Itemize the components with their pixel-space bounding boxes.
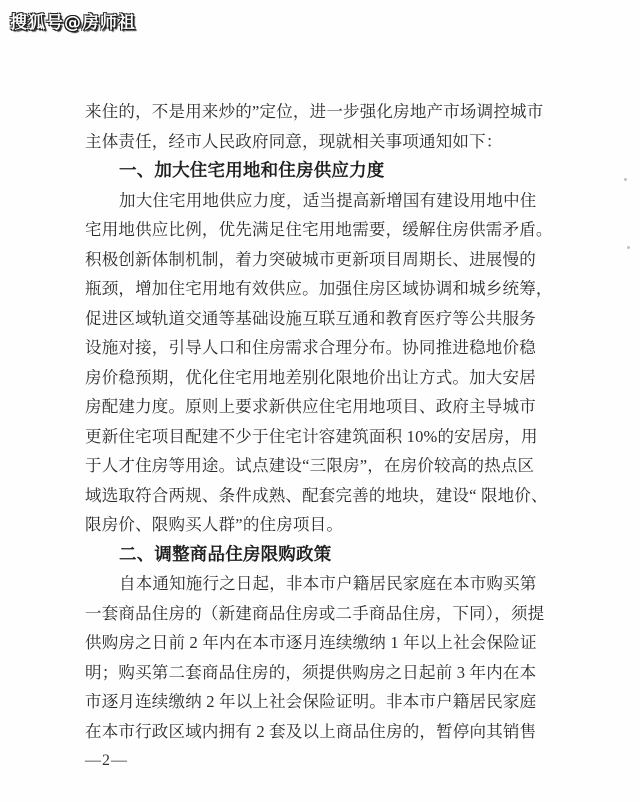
text-line: 于人才住房等用途。试点建设“三限房”，在房价较高的热点区 — [85, 456, 535, 475]
section-heading: 二、调整商品住房限购政策 — [119, 543, 332, 564]
text-line: 供购房之日前 2 年内在本市逐月连续缴纳 1 年以上社会保险证 — [85, 633, 537, 652]
text-line: 自本通知施行之日起，非本市户籍居民家庭在本市购买第 — [119, 574, 537, 593]
document-content — [85, 97, 553, 776]
text-line: 宅用地供应比例，优先满足住宅用地需要，缓解住房供需矛盾。 — [85, 220, 553, 239]
text-line: 域选取符合两规、条件成熟、配套完善的地块，建设“ 限地价、 — [85, 485, 548, 505]
text-line: 明；购买第二套商品住房的，须提供购房之日起前 3 年内在本 — [85, 662, 537, 682]
text-line: 主体责任，经市人民政府同意，现就相关事项通知如下： — [85, 131, 503, 151]
text-line: 瓶颈，增加住宅用地有效供应。加强住房区域协调和城乡统筹， — [85, 279, 553, 298]
text-line: 设施对接，引导人口和住房需求合理分布。协同推进稳地价稳 — [85, 338, 536, 357]
scan-speckle — [624, 178, 627, 181]
text-line: 一套商品住房的（新建商品住房或二手商品住房，下同），须提 — [85, 603, 545, 623]
text-line: 加大住宅用地供应力度，适当提高新增国有建设用地中住 — [119, 190, 537, 210]
text-line: 积极创新体制机制，着力突破城市更新项目周期长、进展慢的 — [85, 249, 536, 269]
text-line: 限房价、限购买人群”的住房项目。 — [85, 515, 344, 534]
text-line: 市逐月连续缴纳 2 年以上社会保险证明。非本市户籍居民家庭 — [85, 692, 537, 711]
section-heading: 一、加大住宅用地和住房供应力度 — [119, 160, 385, 180]
text-line: 在本市行政区域内拥有 2 套及以上商品住房的，暂停向其销售 — [85, 721, 537, 741]
text-line: 促进区域轨道交通等基础设施互联互通和教育医疗等公共服务 — [85, 308, 536, 328]
text-line: 房配建力度。原则上要求新供应住宅用地项目、政府主导城市 — [85, 397, 536, 416]
text-line: 更新住宅项目配建不少于住宅计容建筑面积 10%的安居房，用 — [85, 426, 538, 446]
text-line: 来住的，不是用来炒的”定位，进一步强化房地产市场调控城市 — [85, 102, 544, 121]
text-line: 房价稳预期，优化住宅用地差别化限地价出让方式。加大安居 — [85, 367, 536, 387]
page-number: —2— — [85, 752, 128, 769]
scan-speckle — [627, 246, 630, 249]
watermark-sohu-account: 搜狐号@房师祖 — [10, 13, 136, 33]
